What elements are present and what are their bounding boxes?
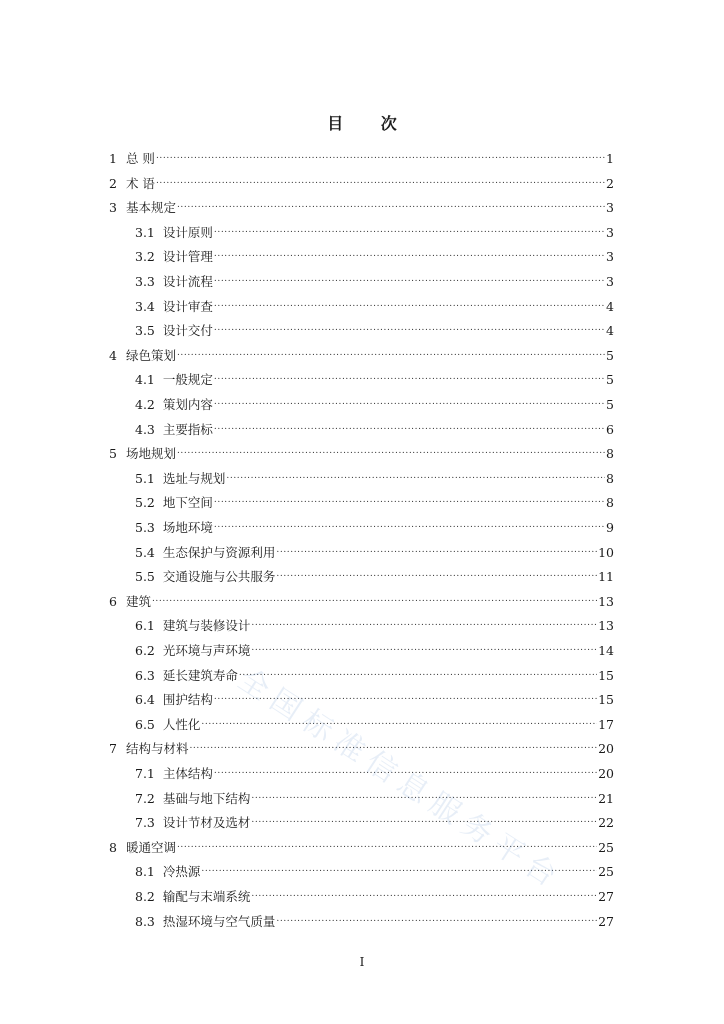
toc-entry-number: 6.2 bbox=[135, 643, 155, 658]
toc-entry-label: 生态保护与资源利用 bbox=[162, 544, 276, 560]
toc-dot-leader bbox=[214, 268, 605, 286]
toc-entry-label: 总 则 bbox=[125, 151, 155, 166]
toc-entry[interactable] bbox=[135, 465, 614, 486]
toc-entry-number: 8.3 bbox=[135, 913, 155, 929]
toc-dot-leader bbox=[251, 637, 597, 655]
toc-entry-number: 3.4 bbox=[135, 298, 155, 314]
toc-entry-number: 4.3 bbox=[135, 421, 155, 437]
toc-dot-leader bbox=[214, 317, 605, 335]
toc-entry-number: 8.2 bbox=[135, 889, 155, 904]
toc-entry-label: 交通设施与公共服务 bbox=[162, 569, 276, 585]
toc-entry-page-number: 3 bbox=[606, 274, 614, 289]
toc-entry[interactable] bbox=[135, 391, 614, 412]
toc-dot-leader bbox=[177, 834, 597, 852]
toc-dot-leader bbox=[214, 366, 605, 384]
toc-entry[interactable] bbox=[135, 637, 614, 658]
toc-entry-page-number: 21 bbox=[598, 790, 614, 806]
toc-entry[interactable] bbox=[135, 809, 614, 831]
toc-entry-label: 设计节材及选材 bbox=[162, 815, 251, 831]
toc-entry[interactable] bbox=[135, 612, 614, 634]
toc-entry-page-number: 15 bbox=[598, 692, 614, 708]
toc-entry[interactable] bbox=[109, 170, 614, 191]
toc-entry[interactable] bbox=[135, 686, 614, 708]
toc-entry-page-number: 5 bbox=[606, 397, 614, 412]
toc-entry-page-number: 25 bbox=[598, 839, 614, 855]
toc-entry-label: 主要指标 bbox=[162, 421, 213, 437]
toc-entry-number: 1 bbox=[109, 151, 117, 166]
toc-entry-label: 主体结构 bbox=[162, 766, 213, 781]
page-title: 目 次 bbox=[327, 114, 413, 133]
footer-page-number: I bbox=[359, 955, 365, 969]
toc-dot-leader bbox=[156, 145, 605, 163]
toc-entry-page-number: 3 bbox=[606, 224, 614, 240]
toc-entry-number: 4 bbox=[109, 347, 117, 363]
toc-entry-page-number: 5 bbox=[606, 372, 614, 388]
toc-entry-number: 7.1 bbox=[135, 766, 155, 781]
toc-entry[interactable] bbox=[135, 785, 614, 806]
toc-entry-page-number: 20 bbox=[598, 741, 614, 757]
toc-entry-page-number: 6 bbox=[606, 421, 614, 437]
toc-entry[interactable] bbox=[135, 760, 614, 781]
toc-entry-label: 绿色策划 bbox=[125, 347, 176, 363]
toc-entry-number: 5.2 bbox=[135, 495, 155, 511]
toc-dot-leader bbox=[214, 514, 605, 532]
toc-entry-label: 围护结构 bbox=[162, 692, 213, 708]
toc-entry[interactable] bbox=[135, 711, 614, 732]
toc-entry-number: 7.3 bbox=[135, 815, 155, 831]
toc-entry[interactable] bbox=[109, 145, 614, 166]
toc-entry-page-number: 4 bbox=[606, 323, 614, 339]
toc-entry-label: 人性化 bbox=[162, 716, 201, 732]
toc-entry-label: 术 语 bbox=[125, 175, 155, 191]
toc-entry-label: 设计流程 bbox=[162, 274, 213, 289]
toc-entry-label: 设计管理 bbox=[162, 249, 213, 265]
toc-entry-number: 3.3 bbox=[135, 274, 155, 289]
toc-dot-leader bbox=[251, 883, 597, 901]
toc-entry-number: 5 bbox=[109, 446, 117, 462]
toc-entry-number: 5.3 bbox=[135, 520, 155, 535]
toc-entry-label: 结构与材料 bbox=[125, 741, 189, 757]
toc-entry-page-number: 8 bbox=[606, 470, 614, 486]
toc-entry-page-number: 11 bbox=[598, 569, 614, 585]
toc-entry[interactable] bbox=[135, 883, 614, 904]
toc-dot-leader bbox=[201, 858, 597, 876]
toc-entry[interactable] bbox=[109, 342, 614, 363]
toc-entry[interactable] bbox=[109, 588, 614, 609]
toc-entry-page-number: 10 bbox=[598, 544, 614, 560]
toc-entry-number: 3.1 bbox=[135, 224, 155, 240]
toc-entry[interactable] bbox=[135, 908, 614, 929]
toc-dot-leader bbox=[276, 563, 597, 581]
toc-entry-number: 5.4 bbox=[135, 544, 155, 560]
toc-entry-number: 6.4 bbox=[135, 692, 155, 708]
toc-entry-number: 6.5 bbox=[135, 716, 155, 732]
toc-entry-label: 基本规定 bbox=[125, 200, 176, 216]
toc-entry-page-number: 14 bbox=[598, 643, 614, 658]
toc-entry-page-number: 17 bbox=[598, 716, 614, 732]
toc-entry-label: 冷热源 bbox=[162, 864, 201, 880]
toc-entry-page-number: 15 bbox=[598, 667, 614, 683]
toc-entry-label: 建筑与装修设计 bbox=[162, 618, 251, 634]
toc-dot-leader bbox=[214, 243, 605, 261]
toc-entry-label: 光环境与声环境 bbox=[162, 643, 251, 658]
toc-dot-leader bbox=[276, 908, 597, 926]
toc-entry-page-number: 13 bbox=[598, 593, 614, 609]
toc-entry[interactable] bbox=[109, 194, 614, 216]
toc-entry-page-number: 20 bbox=[598, 766, 614, 781]
toc-dot-leader bbox=[214, 391, 605, 409]
toc-entry-label: 热湿环境与空气质量 bbox=[162, 913, 276, 929]
toc-entry-number: 4.2 bbox=[135, 397, 155, 412]
toc-entry[interactable] bbox=[135, 293, 614, 314]
toc-dot-leader bbox=[251, 612, 597, 630]
toc-entry-number: 3.5 bbox=[135, 323, 155, 339]
toc-dot-leader bbox=[214, 219, 605, 237]
toc-entry-page-number: 8 bbox=[606, 495, 614, 511]
toc-entry-number: 2 bbox=[109, 175, 117, 191]
toc-dot-leader bbox=[239, 662, 597, 680]
toc-entry-page-number: 9 bbox=[606, 520, 614, 535]
toc-dot-leader bbox=[189, 735, 597, 753]
toc-entry-label: 选址与规划 bbox=[162, 470, 226, 486]
toc-entry-label: 设计交付 bbox=[162, 323, 213, 339]
toc-entry-number: 4.1 bbox=[135, 372, 155, 388]
toc-entry[interactable] bbox=[135, 514, 614, 535]
toc-entry-page-number: 25 bbox=[598, 864, 614, 880]
toc-entry-page-number: 3 bbox=[606, 200, 614, 216]
toc-entry-label: 一般规定 bbox=[162, 372, 213, 388]
toc-dot-leader bbox=[226, 465, 605, 483]
toc-dot-leader bbox=[214, 686, 597, 704]
toc-entry-page-number: 3 bbox=[606, 249, 614, 265]
toc-entry-number: 7.2 bbox=[135, 790, 155, 806]
toc-entry-page-number: 2 bbox=[606, 175, 614, 191]
toc-dot-leader bbox=[177, 440, 605, 458]
toc-entry-number: 8.1 bbox=[135, 864, 155, 880]
toc-entry[interactable] bbox=[135, 268, 614, 289]
toc-dot-leader bbox=[276, 539, 597, 557]
toc-dot-leader bbox=[251, 785, 597, 803]
toc-entry-label: 地下空间 bbox=[162, 495, 213, 511]
toc-entry-page-number: 1 bbox=[606, 151, 614, 166]
toc-entry-label: 延长建筑寿命 bbox=[162, 667, 238, 683]
toc-entry-page-number: 13 bbox=[598, 618, 614, 634]
toc-dot-leader bbox=[214, 416, 605, 434]
watermark: 全国标准信息服务平台 bbox=[231, 661, 570, 899]
toc-entry[interactable] bbox=[109, 440, 614, 462]
toc-dot-leader bbox=[214, 760, 597, 778]
toc-entry-number: 5.1 bbox=[135, 470, 155, 486]
toc-dot-leader bbox=[214, 489, 605, 507]
toc-entry-label: 策划内容 bbox=[162, 397, 213, 412]
toc-dot-leader bbox=[177, 342, 605, 360]
toc-entry-number: 6.3 bbox=[135, 667, 155, 683]
toc-entry-number: 3 bbox=[109, 200, 117, 216]
toc-dot-leader bbox=[251, 809, 597, 827]
toc-entry-label: 场地环境 bbox=[162, 520, 213, 535]
toc-entry[interactable] bbox=[135, 219, 614, 240]
toc-entry[interactable] bbox=[135, 366, 614, 388]
toc-entry-label: 基础与地下结构 bbox=[162, 790, 251, 806]
toc-entry[interactable] bbox=[109, 735, 614, 757]
toc-entry[interactable] bbox=[135, 416, 614, 437]
toc-entry-label: 暖通空调 bbox=[125, 839, 176, 855]
toc-entry[interactable] bbox=[135, 662, 614, 683]
toc-entry-page-number: 22 bbox=[598, 815, 614, 831]
toc-entry-number: 6.1 bbox=[135, 618, 155, 634]
toc-entry[interactable] bbox=[135, 489, 614, 511]
toc-entry-label: 设计审查 bbox=[162, 298, 213, 314]
toc-entry-number: 5.5 bbox=[135, 569, 155, 585]
toc-entry-page-number: 5 bbox=[606, 347, 614, 363]
toc-entry-number: 3.2 bbox=[135, 249, 155, 265]
toc-entry-page-number: 8 bbox=[606, 446, 614, 462]
toc-entry-number: 8 bbox=[109, 839, 117, 855]
toc-entry-number: 7 bbox=[109, 741, 117, 757]
toc-entry-page-number: 27 bbox=[598, 913, 614, 929]
toc-entry[interactable] bbox=[135, 243, 614, 265]
toc-dot-leader bbox=[152, 588, 597, 606]
toc-entry[interactable] bbox=[109, 834, 614, 855]
toc-entry-label: 建筑 bbox=[125, 593, 151, 609]
toc-entry-label: 输配与末端系统 bbox=[162, 889, 251, 904]
toc-entry-number: 6 bbox=[109, 593, 117, 609]
toc-entry-label: 场地规划 bbox=[125, 446, 176, 462]
toc-entry[interactable] bbox=[135, 317, 614, 339]
toc-dot-leader bbox=[214, 293, 605, 311]
toc-entry-page-number: 27 bbox=[598, 889, 614, 904]
toc-entry[interactable] bbox=[135, 539, 614, 560]
toc-dot-leader bbox=[201, 711, 597, 729]
toc-dot-leader bbox=[177, 194, 605, 212]
toc-entry-page-number: 4 bbox=[606, 298, 614, 314]
toc-entry[interactable] bbox=[135, 858, 614, 880]
toc-entry[interactable] bbox=[135, 563, 614, 585]
toc-entry-label: 设计原则 bbox=[162, 224, 213, 240]
toc-dot-leader bbox=[156, 170, 605, 188]
